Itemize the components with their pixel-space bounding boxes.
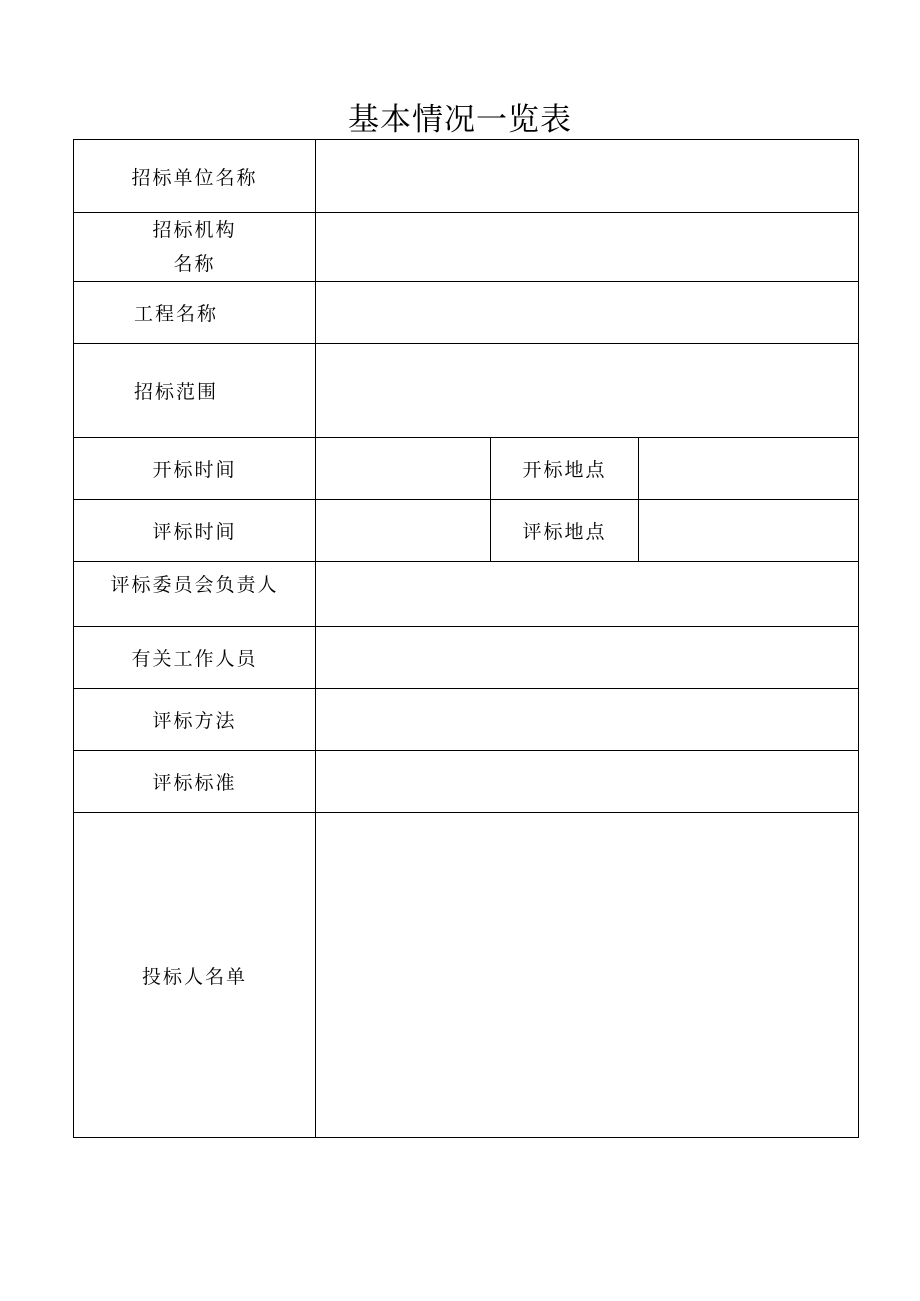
staff-label: 有关工作人员	[74, 627, 316, 689]
evaluation-place-value[interactable]	[639, 500, 859, 562]
tender-unit-value[interactable]	[316, 140, 859, 213]
tender-scope-label: 招标范围	[74, 344, 316, 438]
tender-unit-label: 招标单位名称	[74, 140, 316, 213]
tender-scope-value[interactable]	[316, 344, 859, 438]
opening-place-value[interactable]	[639, 438, 859, 500]
info-table	[73, 139, 859, 1138]
method-value[interactable]	[316, 689, 859, 751]
committee-head-label: 评标委员会负责人	[74, 562, 316, 627]
row-project-name	[74, 282, 859, 344]
row-evaluation	[74, 500, 859, 562]
row-method	[74, 689, 859, 751]
staff-value[interactable]	[316, 627, 859, 689]
row-staff	[74, 627, 859, 689]
standard-label: 评标标准	[74, 751, 316, 813]
row-tender-agency	[74, 213, 859, 282]
opening-time-label: 开标时间	[74, 438, 316, 500]
row-bidders	[74, 813, 859, 1138]
opening-time-value[interactable]	[316, 438, 491, 500]
row-tender-scope	[74, 344, 859, 438]
row-committee-head	[74, 562, 859, 627]
row-opening	[74, 438, 859, 500]
evaluation-time-value[interactable]	[316, 500, 491, 562]
tender-agency-label-line1: 招标机构	[152, 219, 237, 241]
committee-head-value[interactable]	[316, 562, 859, 627]
page-title: 基本情况一览表	[348, 102, 572, 138]
evaluation-place-label: 评标地点	[491, 500, 639, 562]
tender-agency-value[interactable]	[316, 213, 859, 282]
bidders-value[interactable]	[316, 813, 859, 1138]
bidders-label: 投标人名单	[74, 813, 316, 1138]
row-standard	[74, 751, 859, 813]
standard-value[interactable]	[316, 751, 859, 813]
opening-place-label: 开标地点	[491, 438, 639, 500]
row-tender-unit	[74, 140, 859, 213]
tender-agency-label-line2: 名称	[173, 253, 216, 275]
project-name-value[interactable]	[316, 282, 859, 344]
project-name-label: 工程名称	[74, 282, 316, 344]
method-label: 评标方法	[74, 689, 316, 751]
tender-agency-label	[74, 213, 316, 282]
evaluation-time-label: 评标时间	[74, 500, 316, 562]
